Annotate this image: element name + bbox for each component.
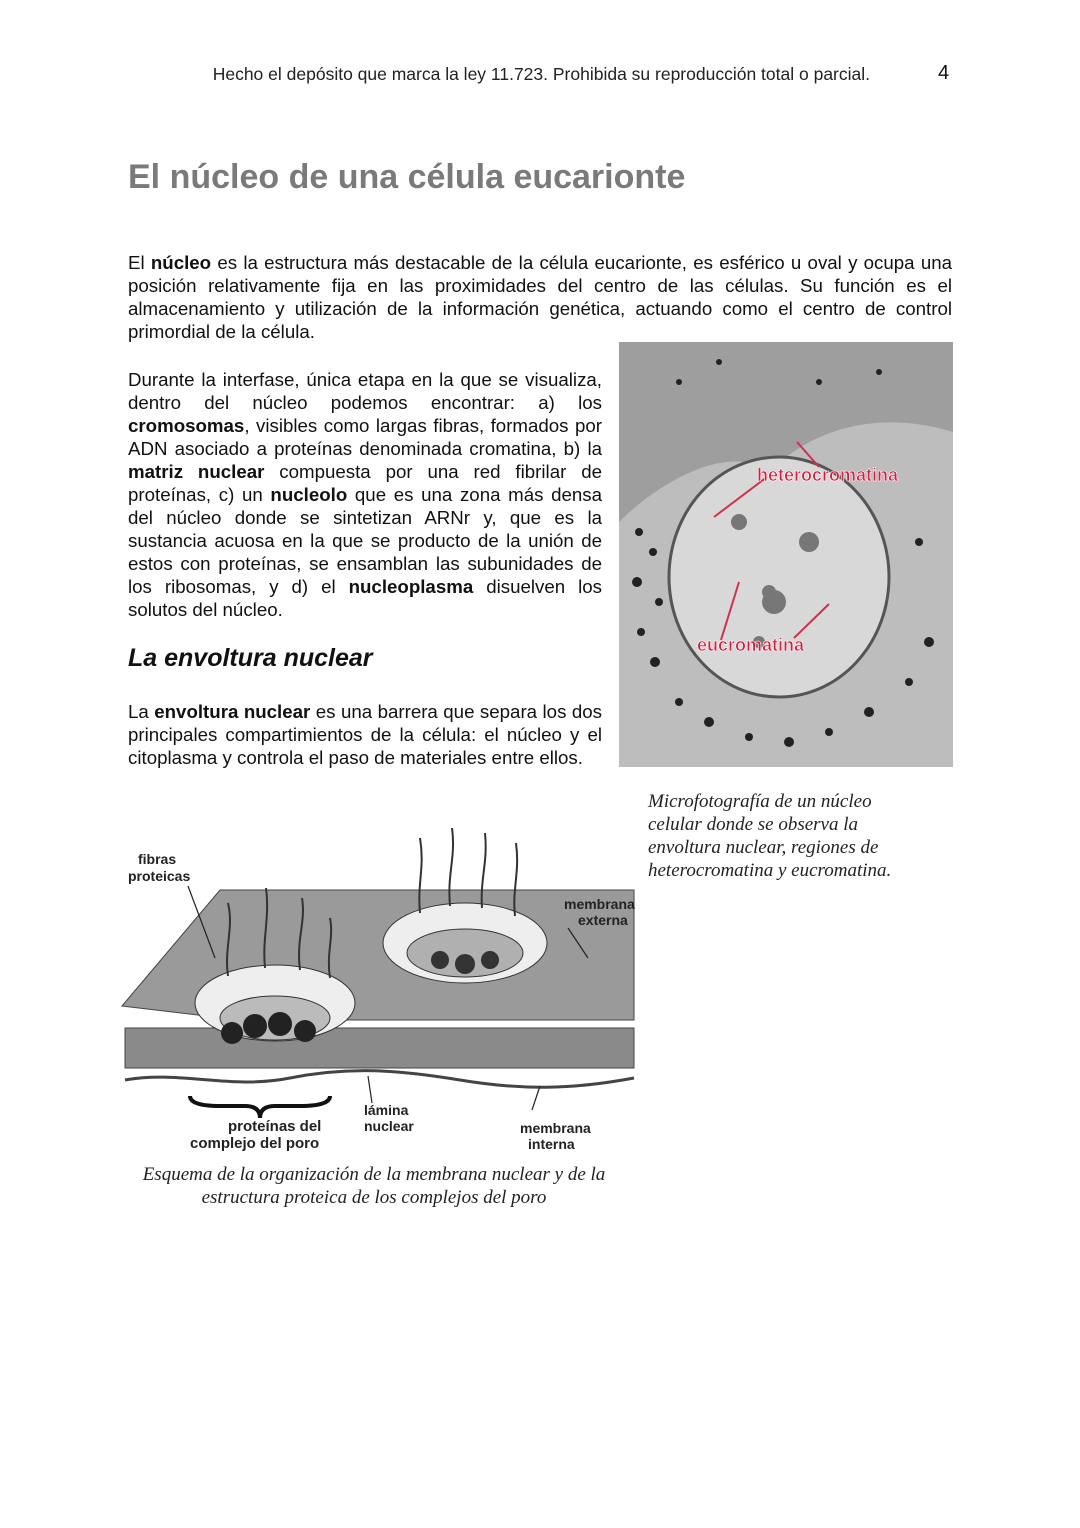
label-lamina-2: nuclear <box>364 1118 414 1134</box>
nucleus-micrograph <box>619 342 953 767</box>
label-euchromatin: eucromatina <box>697 635 805 655</box>
page-title: El núcleo de una célula eucarionte <box>128 158 686 196</box>
label-lamina-1: lámina <box>364 1102 409 1118</box>
section-heading: La envoltura nuclear <box>128 644 373 672</box>
page-number: 4 <box>938 62 950 84</box>
header-notice: Hecho el depósito que marca la ley 11.723. Prohibida su reproducción total o parcial. <box>212 64 870 84</box>
paragraph-envelope: La envoltura nuclear es una barrera que separa los dos principales compartimientos de la célula: el núcleo y el citoplasma y controla el paso de materiales entre ellos. <box>128 701 602 768</box>
paragraph-intro: El núcleo es la estructura más destacable de la célula eucarionte, es esférico u oval y ocupa una posición relativamente fija en las proximidades del centro de las células. Su función es el almacenamiento y utilización de la información genética, actuando como el centro de control primordial de la célula. <box>128 252 953 342</box>
label-heterochromatin: heterocromatina <box>757 465 899 485</box>
nuclear-lamina <box>125 1071 634 1088</box>
brace <box>190 1096 330 1118</box>
pore-diagram <box>120 828 640 1158</box>
label-pore-proteins-1: proteínas del <box>228 1118 322 1135</box>
paragraph-interphase: Durante la interfase, única etapa en la que se visualiza, dentro del núcleo podemos encontrar: a) los cromosomas, visibles como largas fibras, formados por ADN asociado a proteínas denominada cromatina, b) la matriz nuclear compuesta por una red fibrilar de proteínas, c) un nucleolo que es una zona más densa del núcleo donde se sintetizan ARNr y, que es la sustancia acuosa en la que se producto de la unión de estos con proteínas, se ensamblan las subunidades de los ribosomas, y d) el nucleoplasma disuelven los solutos del núcleo. <box>128 369 602 620</box>
label-inner-membrane-1: membrana <box>520 1120 591 1136</box>
label-outer-membrane-1: membrana <box>564 896 635 912</box>
micrograph-caption: Microfotografía de un núcleo celular donde se observa la envoltura nuclear, regiones de heterocromatina y eucromatina. <box>648 791 892 881</box>
label-fibers-1: fibras <box>138 851 177 867</box>
label-inner-membrane-2: interna <box>528 1136 575 1152</box>
label-outer-membrane-2: externa <box>578 912 628 928</box>
inner-membrane <box>125 1028 634 1068</box>
label-pore-proteins-2: complejo del poro <box>190 1135 320 1152</box>
diagram-caption: Esquema de la organización de la membrana nuclear y de la estructura proteica de los complejos del poro <box>142 1164 606 1208</box>
label-fibers-2: proteicas <box>128 868 191 884</box>
